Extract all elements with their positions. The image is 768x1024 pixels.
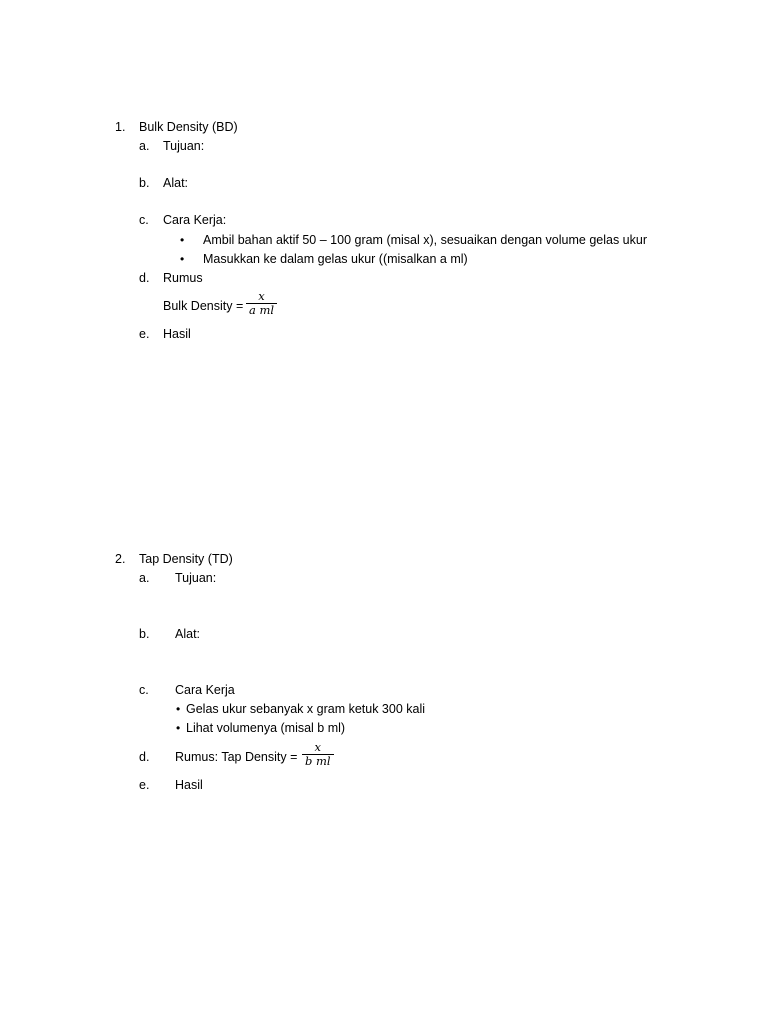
section-2-d-label: Rumus: Tap Density =	[175, 750, 298, 764]
section-2-e-marker: e.	[139, 778, 150, 792]
section-1-e-marker: e.	[139, 327, 150, 341]
section-1-d-marker: d.	[139, 271, 150, 285]
section-1-fraction	[246, 290, 277, 317]
section-1-c-bullet-2: Masukkan ke dalam gelas ukur ((misalkan a ml)	[203, 252, 468, 266]
section-1-e-label: Hasil	[163, 327, 191, 341]
section-2-d-marker: d.	[139, 750, 150, 764]
section-2-a-label: Tujuan:	[175, 571, 217, 585]
section-2-title: Tap Density (TD)	[139, 552, 233, 566]
section-1-b-marker: b.	[139, 176, 150, 190]
section-2-e-label: Hasil	[175, 778, 203, 792]
section-2-c-label: Cara Kerja	[175, 683, 235, 697]
section-1-b-label: Alat:	[163, 176, 189, 190]
section-1-c-marker: c.	[139, 213, 149, 227]
section-1-c-label: Cara Kerja:	[163, 213, 227, 227]
bullet-icon: •	[180, 233, 185, 247]
section-1-title: Bulk Density (BD)	[139, 120, 238, 134]
section-2-c-marker: c.	[139, 683, 149, 697]
fraction-numerator: x	[314, 740, 322, 754]
section-2-fraction	[302, 741, 334, 768]
section-2-b-label: Alat:	[175, 627, 201, 641]
section-1-a-marker: a.	[139, 139, 150, 153]
section-2-a-marker: a.	[139, 571, 150, 585]
fraction-denominator: a ml	[249, 303, 275, 317]
section-2-c-bullet-1: Gelas ukur sebanyak x gram ketuk 300 kali	[186, 702, 426, 716]
bullet-icon: •	[176, 702, 181, 716]
bullet-icon: •	[176, 721, 181, 735]
section-2-number: 2.	[115, 552, 126, 566]
section-1-d-label: Rumus	[163, 271, 203, 285]
section-1-number: 1.	[115, 120, 126, 134]
section-2-c-bullet-2: Lihat volumenya (misal b ml)	[186, 721, 346, 735]
fraction-denominator: b ml	[305, 754, 331, 768]
section-1-formula-prefix: Bulk Density =	[163, 299, 244, 313]
section-2-b-marker: b.	[139, 627, 150, 641]
section-1-a-label: Tujuan:	[163, 139, 205, 153]
section-1-c-bullet-1: Ambil bahan aktif 50 – 100 gram (misal x), sesuaikan dengan volume gelas ukur	[203, 233, 647, 247]
bullet-icon: •	[180, 252, 185, 266]
fraction-numerator: x	[258, 289, 265, 303]
